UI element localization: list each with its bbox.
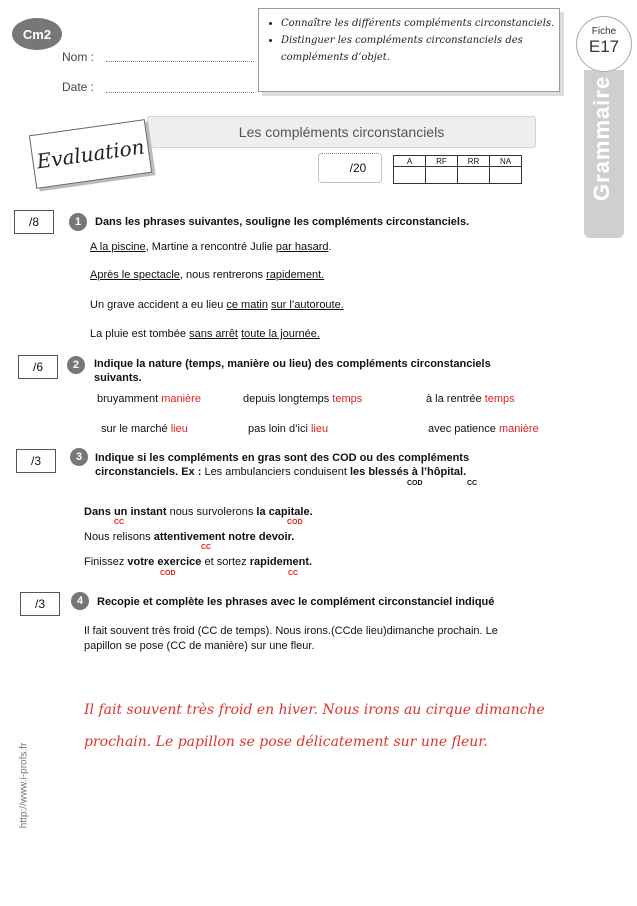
- grade-header: A: [394, 156, 426, 167]
- underlined-complement: toute la journée.: [241, 328, 320, 340]
- ex2-phrase: avec patience: [428, 423, 496, 435]
- ex1-sentence-2: [90, 268, 324, 282]
- objective-item: • Connaître les différents compléments circonstanciels.: [281, 15, 559, 32]
- grade-header: RR: [458, 156, 490, 167]
- bold-complement: notre devoir.: [228, 531, 295, 543]
- evaluation-tag: Evaluation: [29, 119, 152, 189]
- sentence-text: et sortez: [201, 556, 250, 568]
- ex1-sentence-3: [90, 298, 344, 312]
- bold-complement: attentivement: [153, 531, 226, 543]
- page-title: Les compléments circonstanciels: [147, 116, 536, 148]
- underlined-complement: A la piscine: [90, 241, 146, 253]
- site-url[interactable]: http://www.i-profs.fr: [18, 742, 30, 829]
- ex2-item: [101, 422, 188, 436]
- sentence-text: , nous rentrerons: [179, 269, 267, 281]
- handwritten-answer-l2: prochain. Le papillon se pose délicatement sur une fleur.: [84, 734, 488, 750]
- date-label: Date :: [62, 80, 95, 94]
- underlined-complement: sur l’autoroute.: [271, 299, 344, 311]
- ex2-answer: temps: [484, 393, 515, 405]
- underlined-complement: sans arrêt: [189, 328, 238, 340]
- grade-cell[interactable]: [458, 167, 490, 184]
- ex1-sentence-4: [90, 327, 320, 341]
- nom-field[interactable]: [106, 61, 254, 62]
- ex3-sentence-2: [84, 530, 294, 544]
- bold-complement: la capitale.: [256, 506, 313, 518]
- underlined-complement: ce matin: [226, 299, 268, 311]
- ex2-phrase: depuis longtemps: [243, 393, 330, 405]
- grade-header: RF: [426, 156, 458, 167]
- ex3-instruction-bold: circonstanciels. Ex :: [95, 466, 202, 478]
- bold-complement: Dans un instant: [84, 506, 167, 518]
- level-badge: Cm2: [12, 18, 62, 50]
- ex1-sentence-1: [90, 240, 332, 254]
- answer-tag: CC: [114, 519, 125, 526]
- ex3-sentence-1: [84, 505, 313, 519]
- answer-tag: COD: [160, 570, 176, 577]
- example-tag-cc: CC: [467, 480, 478, 487]
- ex2-answer: manière: [498, 423, 539, 435]
- ex4-text-l1: Il fait souvent très froid (CC de temps). Nous irons.(CCde lieu)dimanche prochain. Le: [84, 625, 498, 637]
- nom-label: Nom :: [62, 50, 95, 64]
- ex2-item: [426, 392, 515, 406]
- ex4-text-l2: papillon se pose (CC de manière) sur une fleur.: [84, 640, 315, 652]
- ex2-instruction-l1: Indique la nature (temps, manière ou lieu) des compléments circonstanciels: [94, 358, 491, 370]
- grade-table: [393, 155, 522, 184]
- sentence-text: Un grave accident a eu lieu: [90, 299, 227, 311]
- sentence-text: , Martine a rencontré Julie: [145, 241, 276, 253]
- objective-item: • Distinguer les compléments circonstanciels des compléments d’objet.: [281, 32, 559, 66]
- bold-complement: rapidement.: [249, 556, 313, 568]
- ex2-item: [243, 392, 362, 406]
- score-total-box: /20: [318, 153, 382, 183]
- subject-label: Grammaire: [589, 75, 614, 201]
- example-text: Les ambulanciers conduisent: [201, 466, 350, 478]
- ex3-instruction-l1: Indique si les compléments en gras sont des COD ou des compléments: [95, 452, 470, 464]
- sentence-text: La pluie est tombée: [90, 328, 190, 340]
- sentence-text: .: [328, 241, 332, 253]
- grade-cell[interactable]: [426, 167, 458, 184]
- ex3-number-badge: 3: [70, 448, 88, 466]
- ex2-phrase: sur le marché: [101, 423, 168, 435]
- underlined-complement: rapidement.: [266, 269, 325, 281]
- ex2-instruction-l2: suivants.: [94, 372, 142, 384]
- ex2-item: [248, 422, 328, 436]
- grade-cell[interactable]: [394, 167, 426, 184]
- ex4-instruction: Recopie et complète les phrases avec le complément circonstanciel indiqué: [97, 596, 495, 608]
- ex2-number-badge: 2: [67, 356, 85, 374]
- ex1-points-box: /8: [14, 210, 54, 234]
- objectives-box: [258, 8, 560, 92]
- example-bold: les blessés: [349, 466, 409, 478]
- ex2-phrase: pas loin d’ici: [248, 423, 308, 435]
- answer-tag: COD: [287, 519, 303, 526]
- sentence-text: Nous relisons: [84, 531, 154, 543]
- sentence-text: nous survolerons: [166, 506, 257, 518]
- ex4-number-badge: 4: [71, 592, 89, 610]
- ex3-instruction-l2: [95, 465, 466, 479]
- ex2-answer: temps: [332, 393, 363, 405]
- sentence-text: Finissez: [84, 556, 128, 568]
- ex2-item: [428, 422, 539, 436]
- answer-tag: CC: [201, 544, 212, 551]
- underlined-complement: Après le spectacle: [90, 269, 180, 281]
- ex2-answer: manière: [161, 393, 201, 405]
- ex2-answer: lieu: [170, 423, 188, 435]
- example-bold: à l’hôpital.: [411, 466, 467, 478]
- fiche-badge: [576, 16, 632, 72]
- ex1-instruction: Dans les phrases suivantes, souligne les compléments circonstanciels.: [95, 216, 470, 228]
- bold-complement: votre exercice: [127, 556, 202, 568]
- example-tag-cod: COD: [407, 480, 423, 487]
- grade-cell[interactable]: [490, 167, 522, 184]
- grade-header: NA: [490, 156, 522, 167]
- ex2-answer: lieu: [310, 423, 329, 435]
- date-field[interactable]: [106, 92, 254, 93]
- underlined-complement: par hasard: [275, 241, 329, 253]
- fiche-label: Fiche: [591, 26, 617, 37]
- fiche-code: E17: [588, 37, 620, 56]
- ex2-item: [97, 392, 201, 406]
- ex2-points-box: /6: [18, 355, 58, 379]
- ex2-phrase: bruyamment: [97, 393, 159, 405]
- ex3-points-box: /3: [16, 449, 56, 473]
- answer-tag: CC: [288, 570, 299, 577]
- ex4-points-box: /3: [20, 592, 60, 616]
- ex3-sentence-3: [84, 555, 312, 569]
- ex1-number-badge: 1: [69, 213, 87, 231]
- ex2-phrase: à la rentrée: [426, 393, 482, 405]
- handwritten-answer-l1: Il fait souvent très froid en hiver. Nous irons au cirque dimanche: [84, 702, 545, 718]
